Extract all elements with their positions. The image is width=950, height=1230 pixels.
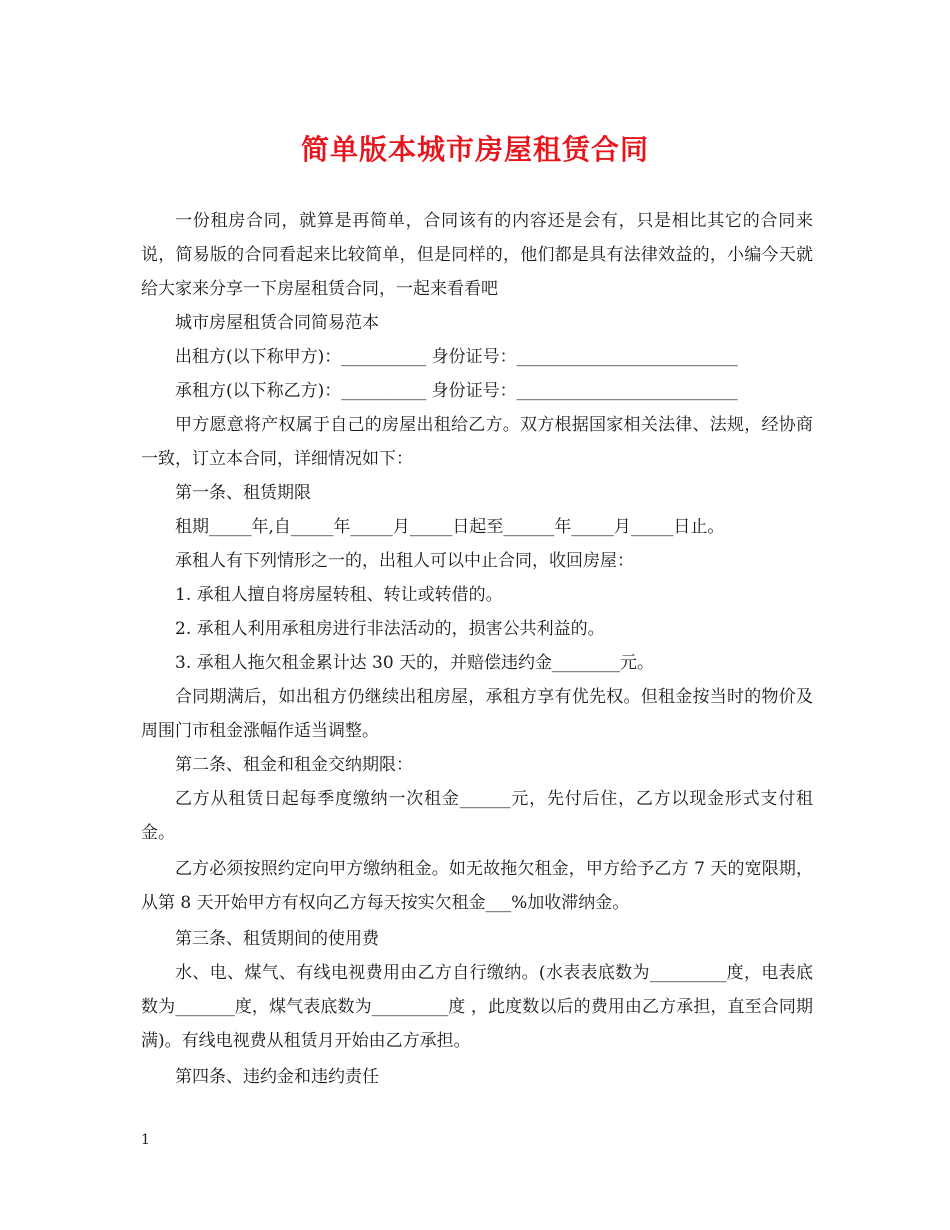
termination-intro: 承租人有下列情形之一的，出租人可以中止合同，收回房屋： [175,551,634,571]
lessee-line: 承租方(以下称乙方)：__________ 身份证号：__________________________ [175,381,738,401]
article-3-title: 第三条、租赁期间的使用费 [175,929,379,949]
lease-term-line: 租期_____年,自_____年_____月_____日起至______年_____月_____日止。 [175,517,725,537]
sample-title: 城市房屋租赁合同简易范本 [175,313,379,333]
agreement-paragraph: 甲方愿意将产权属于自己的房屋出租给乙方。双方根据国家相关法律、法规，经协商一致，订立本合同，详细情况如下： [141,415,813,469]
utilities-paragraph: 水、电、煤气、有线电视费用由乙方自行缴纳。(水表表底数为_________度，电表底数为_______度，煤气表底数为_________度 ，此度数以后的费用由乙方承担，直至合同期满)。有线电视费从租赁月开始由乙方承担。 [141,963,813,1051]
termination-item: 3. 承租人拖欠租金累计达 30 天的，并赔偿违约金________元。 [175,653,655,673]
rent-payment-paragraph: 乙方从租赁日起每季度缴纳一次租金______元，先付后住，乙方以现金形式支付租金。 [141,789,813,843]
renewal-paragraph: 合同期满后，如出租方仍继续出租房屋，承租方享有优先权。但租金按当时的物价及周围门市租金涨幅作适当调整。 [141,687,813,741]
lessor-line: 出租方(以下称甲方)：__________ 身份证号：__________________________ [175,347,738,367]
page-number: 1 [141,1132,150,1148]
document-title: 简单版本城市房屋租赁合同 [300,133,649,166]
document-body [141,204,813,1094]
termination-item: 2. 承租人利用承租房进行非法活动的，损害公共利益的。 [175,619,605,639]
article-1-title: 第一条、租赁期限 [175,483,311,503]
intro-paragraph: 一份租房合同，就算是再简单，合同该有的内容还是会有，只是相比其它的合同来说，简易版的合同看起来比较简单，但是同样的，他们都是具有法律效益的，小编今天就给大家来分享一下房屋租赁合同，一起来看看吧 [141,211,813,299]
article-2-title: 第二条、租金和租金交纳期限： [175,755,413,775]
termination-item: 1. 承租人擅自将房屋转租、转让或转借的。 [175,585,503,605]
article-4-title: 第四条、违约金和违约责任 [175,1067,379,1087]
late-payment-paragraph: 乙方必须按照约定向甲方缴纳租金。如无故拖欠租金，甲方给予乙方 7 天的宽限期，从第 8 天开始甲方有权向乙方每天按实欠租金___%加收滞纳金。 [141,859,813,913]
